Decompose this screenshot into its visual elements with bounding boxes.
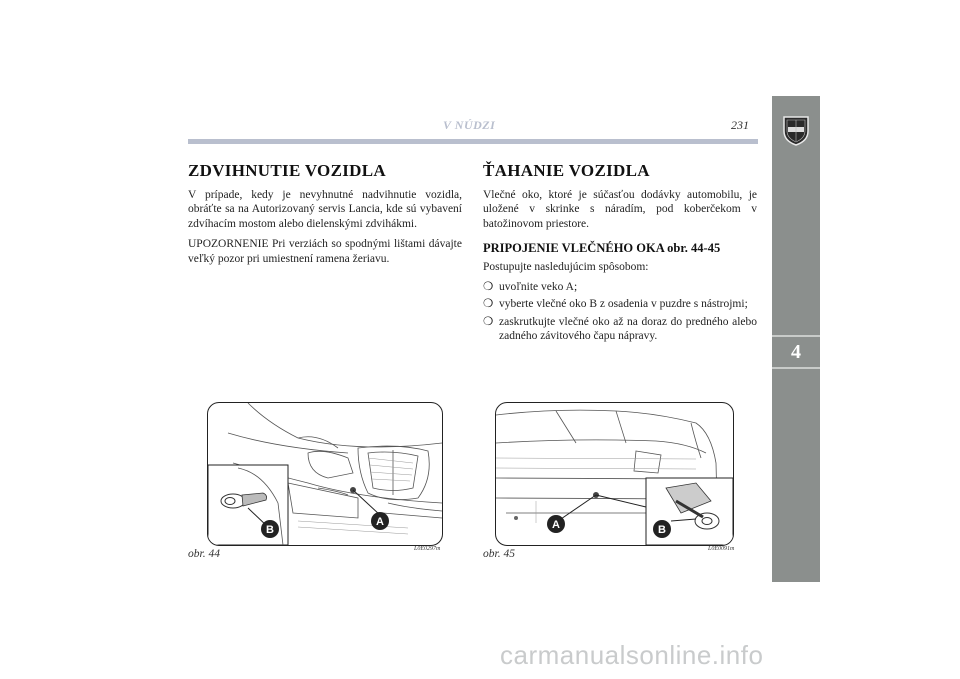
lancia-logo-icon (781, 113, 811, 147)
list-item (483, 315, 757, 344)
left-column (188, 160, 462, 272)
figure-caption: obr. 44 (188, 548, 220, 560)
list-item (483, 297, 757, 311)
section-heading-towing: ŤAHANIE VOZIDLA (483, 161, 650, 180)
chapter-side-tab (772, 96, 820, 582)
paragraph: Postupujte nasledujúcim spôsobom: (483, 260, 649, 273)
label-b: B (266, 524, 274, 536)
car-rear-illustration (496, 403, 733, 545)
step-text: zaskrutkujte vlečné oko až na doraz do predného alebo zadného závitového čapu nápravy. (499, 315, 757, 343)
car-front-illustration (208, 403, 442, 545)
page-number: 231 (731, 118, 749, 132)
right-column (483, 160, 757, 347)
steps-list (483, 280, 757, 344)
list-item (483, 280, 757, 294)
header-rule (188, 139, 758, 144)
circle-bullet-icon: ❍ (483, 298, 494, 311)
subheading-tow-hook: PRIPOJENIE VLEČNÉHO OKA obr. 44-45 (483, 241, 721, 256)
chapter-number: 4 (791, 341, 801, 363)
figure-45-rear-tow-point (495, 402, 734, 546)
section-heading-lifting: ZDVIHNUTIE VOZIDLA (188, 161, 386, 180)
warning-paragraph: UPOZORNENIE Pri verziách so spodnými lištami dávajte veľký pozor pri umiestnení ramena žeriavu. (188, 238, 462, 265)
step-text: uvoľnite veko A; (499, 281, 578, 294)
figure-code: L0E0297m (414, 546, 441, 552)
figure-44-front-tow-point (207, 402, 443, 546)
circle-bullet-icon: ❍ (483, 315, 494, 328)
circle-bullet-icon: ❍ (483, 281, 494, 294)
label-a: A (552, 519, 560, 531)
figure-caption: obr. 45 (483, 548, 515, 560)
watermark-text: carmanualsonline.info (500, 640, 764, 670)
section-title: V NÚDZI (443, 118, 496, 132)
paragraph: V prípade, kedy je nevyhnutné nadvihnutie vozidla, obráťte sa na Autorizovaný servis Lancia, kde sú vybavení zdvíhacím mostom alebo dielenskými zdvihákmi. (188, 189, 462, 230)
paragraph: Vlečné oko, ktoré je súčasťou dodávky automobilu, je uložené v skrinke s náradím, pod koberčekom v batožinovom priestore. (483, 189, 757, 230)
tab-separator (772, 367, 820, 369)
label-a: A (376, 516, 384, 528)
figure-code: L0E0091m (708, 546, 735, 552)
label-b: B (658, 524, 666, 536)
step-text: vyberte vlečné oko B z osadenia v puzdre s nástrojmi; (499, 298, 748, 311)
